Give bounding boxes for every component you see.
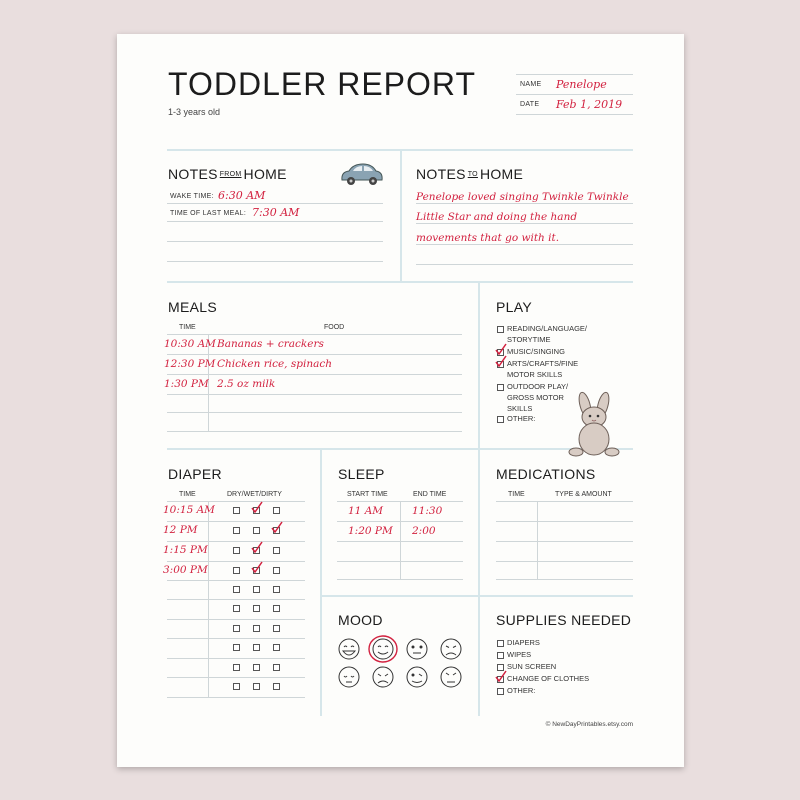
check-mark-icon [251, 541, 263, 553]
diaper-checkbox-dirty[interactable] [273, 644, 280, 651]
diaper-checkbox-dry[interactable] [233, 586, 240, 593]
diaper-checkbox-dry[interactable] [233, 625, 240, 632]
supplies-checkbox-wipes[interactable] [497, 652, 504, 659]
diaper-checkbox-dry[interactable] [233, 547, 240, 554]
note-line-1: Penelope loved singing Twinkle Twinkle [416, 191, 629, 203]
sleep-start-2: 1:20 PM [348, 525, 393, 537]
play-option-other: OTHER: [507, 414, 536, 423]
meal-time-3: 1:30 PM [164, 378, 209, 390]
footer-credit: © NewDayPrintables.etsy.com [545, 721, 633, 728]
sleep-end-2: 2:00 [412, 525, 436, 537]
diaper-checkbox-wet[interactable] [253, 683, 260, 690]
check-mark-icon [271, 521, 283, 533]
diaper-col-status: DRY/WET/DIRTY [227, 491, 282, 498]
meals-title: MEALS [168, 299, 217, 315]
supplies-option-other: OTHER: [507, 686, 536, 695]
diaper-checkbox-dirty[interactable] [273, 547, 280, 554]
page-subtitle: 1-3 years old [168, 107, 221, 117]
sleepy-face-icon [339, 667, 359, 687]
play-checkbox-outdoor[interactable] [497, 384, 504, 391]
diaper-checkbox-dirty[interactable] [273, 664, 280, 671]
play-title: PLAY [496, 299, 532, 315]
wake-time-label: WAKE TIME: [170, 193, 214, 200]
diaper-time-2: 12 PM [163, 524, 198, 536]
sleep-col-end: END TIME [413, 491, 447, 498]
meals-col-time: TIME [179, 324, 196, 331]
check-mark-icon [251, 501, 263, 513]
last-meal-value: 7:30 AM [252, 206, 300, 219]
toddler-report-sheet [117, 34, 684, 767]
upset-face-icon [373, 667, 393, 687]
medications-title: MEDICATIONS [496, 466, 596, 482]
diaper-title: DIAPER [168, 466, 222, 482]
angry-face-icon [441, 667, 461, 687]
supplies-checkbox-diapers[interactable] [497, 640, 504, 647]
diaper-checkbox-dirty[interactable] [273, 683, 280, 690]
toy-car-icon [339, 161, 385, 187]
sleep-col-start: START TIME [347, 491, 388, 498]
check-mark-icon [495, 670, 507, 682]
play-option-music: MUSIC/SINGING [507, 347, 565, 356]
bunny-plush-icon [566, 391, 624, 459]
meal-food-3: 2.5 oz milk [217, 378, 276, 390]
silly-face-icon [407, 667, 427, 687]
meal-time-2: 12:30 PM [164, 358, 216, 370]
diaper-checkbox-wet[interactable] [253, 644, 260, 651]
notes-from-home-title: NOTES $^{FROM}$ HOME [168, 166, 287, 182]
supplies-title: SUPPLIES NEEDED [496, 612, 632, 628]
diaper-checkbox-wet[interactable] [253, 586, 260, 593]
diaper-checkbox-wet[interactable] [253, 664, 260, 671]
meal-food-1: Bananas + crackers [217, 338, 324, 350]
medications-col-time: TIME [508, 491, 525, 498]
diaper-checkbox-dry[interactable] [233, 605, 240, 612]
diaper-checkbox-wet[interactable] [253, 527, 260, 534]
note-line-2: Little Star and doing the hand [416, 211, 578, 223]
diaper-checkbox-dry[interactable] [233, 644, 240, 651]
meal-time-1: 10:30 AM [164, 338, 216, 350]
diaper-checkbox-wet[interactable] [253, 605, 260, 612]
diaper-checkbox-wet[interactable] [253, 625, 260, 632]
last-meal-label: TIME OF LAST MEAL: [170, 210, 247, 217]
check-mark-icon [251, 561, 263, 573]
mood-title: MOOD [338, 612, 383, 628]
smiling-face-icon [373, 639, 393, 659]
wake-time-value: 6:30 AM [218, 189, 266, 202]
mood-faces [335, 634, 467, 692]
note-line-3: movements that go with it. [416, 232, 560, 244]
sad-face-icon [441, 639, 461, 659]
play-checkbox-reading[interactable] [497, 326, 504, 333]
diaper-checkbox-dirty[interactable] [273, 507, 280, 514]
play-option-arts: ARTS/CRAFTS/FINE MOTOR SKILLS [507, 359, 579, 379]
sleep-start-1: 11 AM [348, 505, 384, 517]
diaper-checkbox-dirty[interactable] [273, 605, 280, 612]
diaper-col-time: TIME [179, 491, 196, 498]
page-title: TODDLER REPORT [168, 66, 476, 102]
diaper-checkbox-dry[interactable] [233, 664, 240, 671]
date-label: DATE [520, 101, 540, 108]
neutral-face-icon [407, 639, 427, 659]
diaper-checkbox-dirty[interactable] [273, 625, 280, 632]
meals-col-food: FOOD [324, 324, 345, 331]
medications-col-type: TYPE & AMOUNT [555, 491, 612, 498]
name-value: Penelope [556, 78, 607, 91]
diaper-checkbox-dirty[interactable] [273, 586, 280, 593]
diaper-checkbox-dry[interactable] [233, 507, 240, 514]
check-mark-icon [495, 355, 507, 367]
name-label: NAME [520, 81, 542, 88]
supplies-option-diapers: DIAPERS [507, 638, 540, 647]
diaper-time-4: 3:00 PM [163, 564, 208, 576]
supplies-checkbox-other[interactable] [497, 688, 504, 695]
play-option-outdoor: OUTDOOR PLAY/ GROSS MOTOR SKILLS [507, 382, 569, 413]
sleep-title: SLEEP [338, 466, 385, 482]
diaper-checkbox-dry[interactable] [233, 527, 240, 534]
supplies-option-clothes: CHANGE OF CLOTHES [507, 674, 590, 683]
notes-to-home-title: NOTES $^{TO}$ HOME [416, 166, 524, 182]
supplies-option-sunscreen: SUN SCREEN [507, 662, 557, 671]
diaper-time-3: 1:15 PM [163, 544, 208, 556]
happy-face-icon [339, 639, 359, 659]
diaper-checkbox-dry[interactable] [233, 683, 240, 690]
sleep-end-1: 11:30 [412, 505, 443, 517]
diaper-checkbox-dry[interactable] [233, 567, 240, 574]
date-value: Feb 1, 2019 [556, 98, 623, 111]
play-option-reading: READING/LANGUAGE/ STORYTIME [507, 324, 588, 344]
supplies-option-wipes: WIPES [507, 650, 532, 659]
play-checkbox-other[interactable] [497, 416, 504, 423]
diaper-checkbox-dirty[interactable] [273, 567, 280, 574]
meal-food-2: Chicken rice, spinach [217, 358, 332, 370]
check-mark-icon [495, 343, 507, 355]
diaper-time-1: 10:15 AM [163, 504, 215, 516]
